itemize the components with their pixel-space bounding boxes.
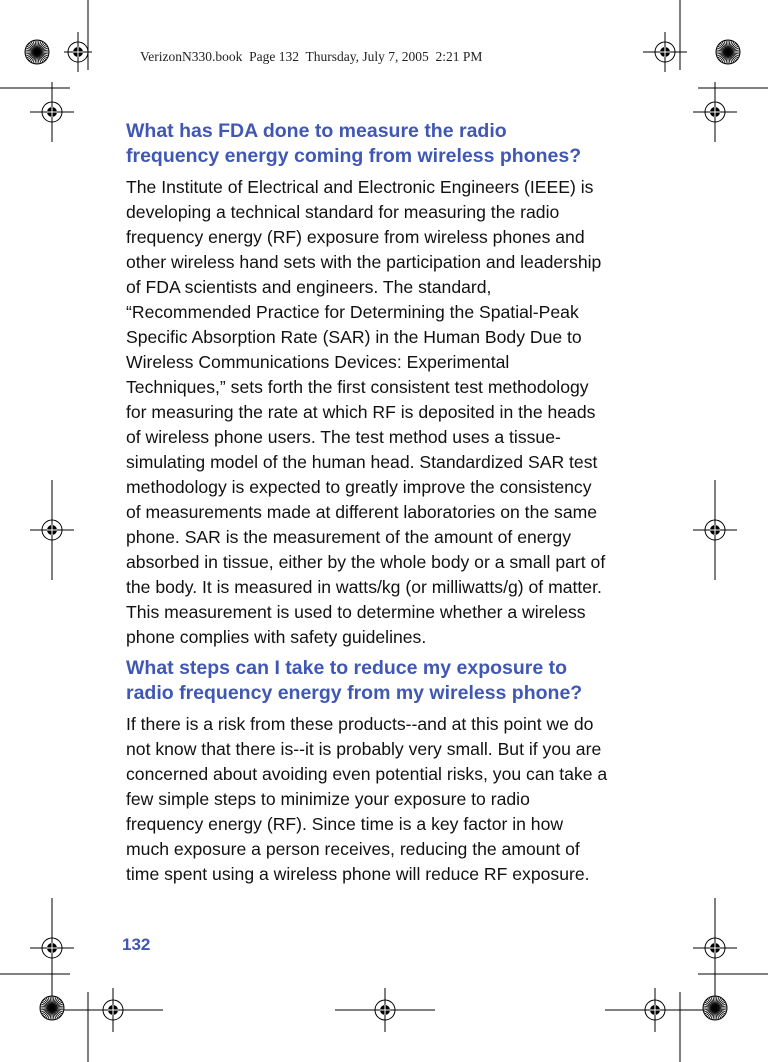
heading-line: radio frequency energy from my wireless phone? bbox=[126, 682, 583, 704]
section-heading bbox=[126, 656, 646, 706]
body-line: the body. It is measured in watts/kg (or milliwatts/g) of matter. bbox=[126, 577, 602, 597]
body-line: few simple steps to minimize your exposure to radio bbox=[126, 789, 530, 809]
body-paragraph bbox=[126, 175, 646, 650]
body-line: time spent using a wireless phone will reduce RF exposure. bbox=[126, 864, 590, 884]
body-paragraph bbox=[126, 712, 646, 887]
body-line: frequency energy (RF). Since time is a key factor in how bbox=[126, 814, 564, 834]
heading-line: What steps can I take to reduce my exposure to bbox=[126, 657, 568, 679]
heading-line: frequency energy coming from wireless phones? bbox=[126, 145, 582, 167]
body-line: of measurements made at different laboratories on the same bbox=[126, 502, 598, 522]
body-line: simulating model of the human head. Standardized SAR test bbox=[126, 452, 598, 472]
section-heading bbox=[126, 119, 646, 169]
body-line: concerned about avoiding even potential risks, you can take a bbox=[126, 764, 608, 784]
heading-line: What has FDA done to measure the radio bbox=[126, 120, 507, 142]
body-line: Specific Absorption Rate (SAR) in the Human Body Due to bbox=[126, 327, 582, 347]
body-line: The Institute of Electrical and Electronic Engineers (IEEE) is bbox=[126, 177, 594, 197]
print-header: VerizonN330.book Page 132 Thursday, July 7, 2005 2:21 PM bbox=[140, 49, 483, 64]
body-line: much exposure a person receives, reducing the amount of bbox=[126, 839, 580, 859]
body-line: Wireless Communications Devices: Experimental bbox=[126, 352, 510, 372]
body-line: “Recommended Practice for Determining the Spatial-Peak bbox=[126, 302, 579, 322]
body-line: absorbed in tissue, either by the whole body or a small part of bbox=[126, 552, 606, 572]
body-line: for measuring the rate at which RF is deposited in the heads bbox=[126, 402, 596, 422]
body-line: methodology is expected to greatly improve the consistency bbox=[126, 477, 592, 497]
body-line: This measurement is used to determine whether a wireless bbox=[126, 602, 586, 622]
body-line: developing a technical standard for measuring the radio bbox=[126, 202, 560, 222]
body-line: phone. SAR is the measurement of the amount of energy bbox=[126, 527, 571, 547]
page-number: 132 bbox=[122, 935, 151, 954]
body-line: not know that there is--it is probably very small. But if you are bbox=[126, 739, 602, 759]
body-line: phone complies with safety guidelines. bbox=[126, 627, 427, 647]
body-line: of FDA scientists and engineers. The standard, bbox=[126, 277, 492, 297]
body-line: other wireless hand sets with the participation and leadership bbox=[126, 252, 602, 272]
body-line: If there is a risk from these products--and at this point we do bbox=[126, 714, 594, 734]
content bbox=[126, 119, 646, 893]
body-line: Techniques,” sets forth the first consistent test methodology bbox=[126, 377, 589, 397]
body-line: of wireless phone users. The test method uses a tissue- bbox=[126, 427, 561, 447]
body-line: frequency energy (RF) exposure from wireless phones and bbox=[126, 227, 585, 247]
